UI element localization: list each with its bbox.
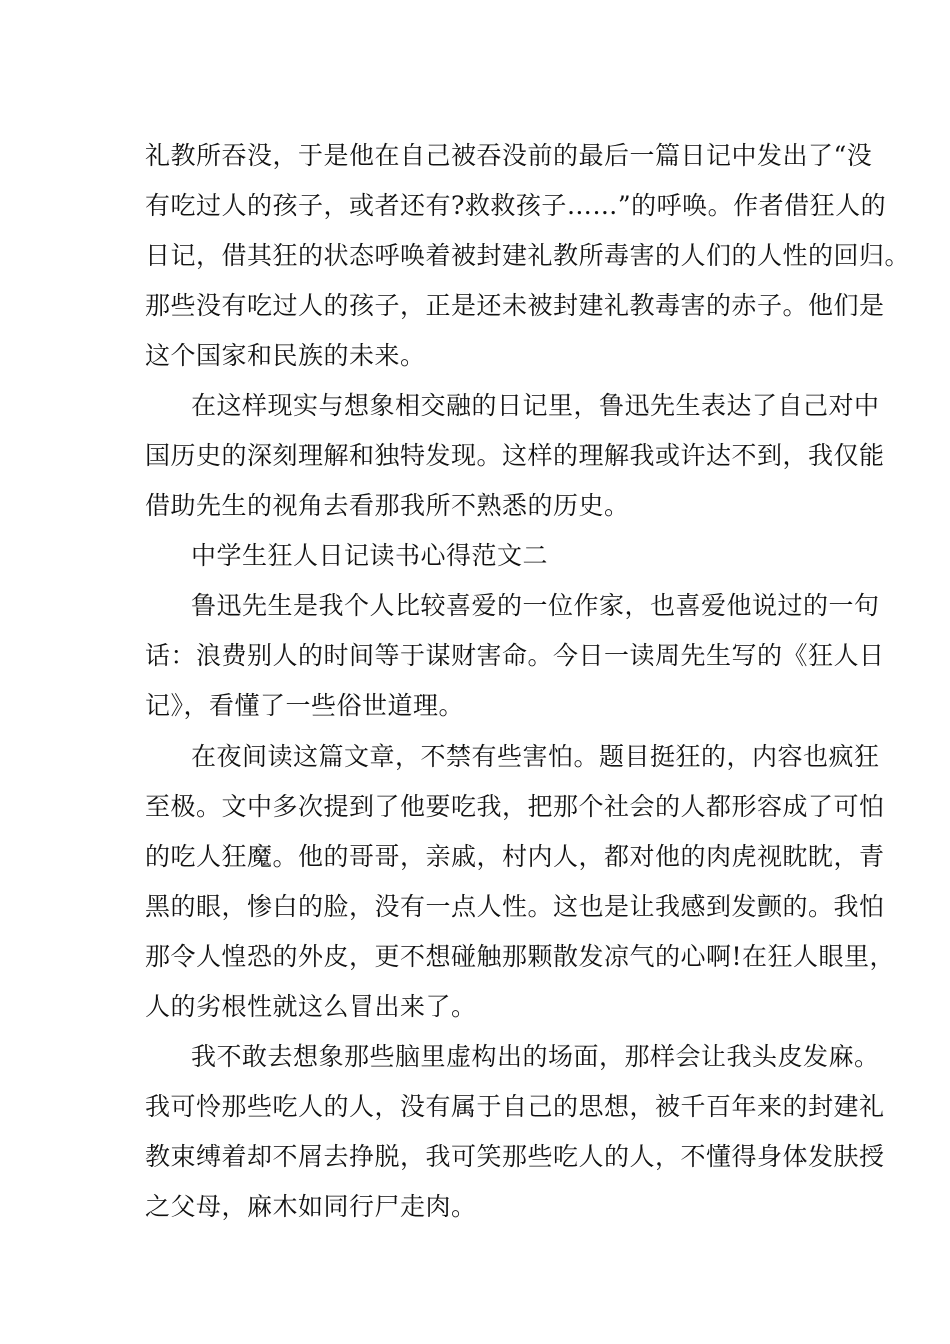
text-line: 在夜间读这篇文章，不禁有些害怕。题目挺狂的，内容也疯狂 xyxy=(191,742,880,771)
text-line: 有吃过人的孩子，或者还有?救救孩子……”的呼唤。作者借狂人的 xyxy=(145,191,887,220)
text-line: 至极。文中多次提到了他要吃我，把那个社会的人都形容成了可怕 xyxy=(145,792,885,821)
text-line: 之父母，麻木如同行尸走肉。 xyxy=(145,1192,477,1221)
text-line: 借助先生的视角去看那我所不熟悉的历史。 xyxy=(145,491,630,520)
section-heading: 中学生狂人日记读书心得范文二 xyxy=(191,541,549,570)
text-line: 我不敢去想象那些脑里虚构出的场面，那样会让我头皮发麻。 xyxy=(191,1042,880,1071)
text-line: 日记，借其狂的状态呼唤着被封建礼教所毒害的人们的人性的回归。 xyxy=(145,241,911,270)
text-line: 鲁迅先生是我个人比较喜爱的一位作家，也喜爱他说过的一句 xyxy=(191,591,880,620)
text-line: 那些没有吃过人的孩子，正是还未被封建礼教毒害的赤子。他们是 xyxy=(145,291,885,320)
text-line: 国历史的深刻理解和独特发现。这样的理解我或许达不到，我仅能 xyxy=(145,441,885,470)
text-line: 人的劣根性就这么冒出来了。 xyxy=(145,992,477,1021)
text-line: 我可怜那些吃人的人，没有属于自己的思想，被千百年来的封建礼 xyxy=(145,1092,885,1121)
text-line: 这个国家和民族的未来。 xyxy=(145,341,426,370)
text-line: 记》，看懂了一些俗世道理。 xyxy=(145,691,465,720)
text-line: 教束缚着却不屑去挣脱，我可笑那些吃人的人，不懂得身体发肤授 xyxy=(145,1142,885,1171)
text-line: 的吃人狂魔。他的哥哥，亲戚，村内人，都对他的肉虎视眈眈，青 xyxy=(145,842,885,871)
text-line: 黑的眼，惨白的脸，没有一点人性。这也是让我感到发颤的。我怕 xyxy=(145,892,885,921)
text-line: 那令人惶恐的外皮，更不想碰触那颗散发凉气的心啊!在狂人眼里， xyxy=(145,942,896,971)
text-line: 话：浪费别人的时间等于谋财害命。今日一读周先生写的《狂人日 xyxy=(145,641,885,670)
text-line: 在这样现实与想象相交融的日记里，鲁迅先生表达了自己对中 xyxy=(191,391,880,420)
text-line: 礼教所吞没，于是他在自己被吞没前的最后一篇日记中发出了“没 xyxy=(145,141,873,170)
